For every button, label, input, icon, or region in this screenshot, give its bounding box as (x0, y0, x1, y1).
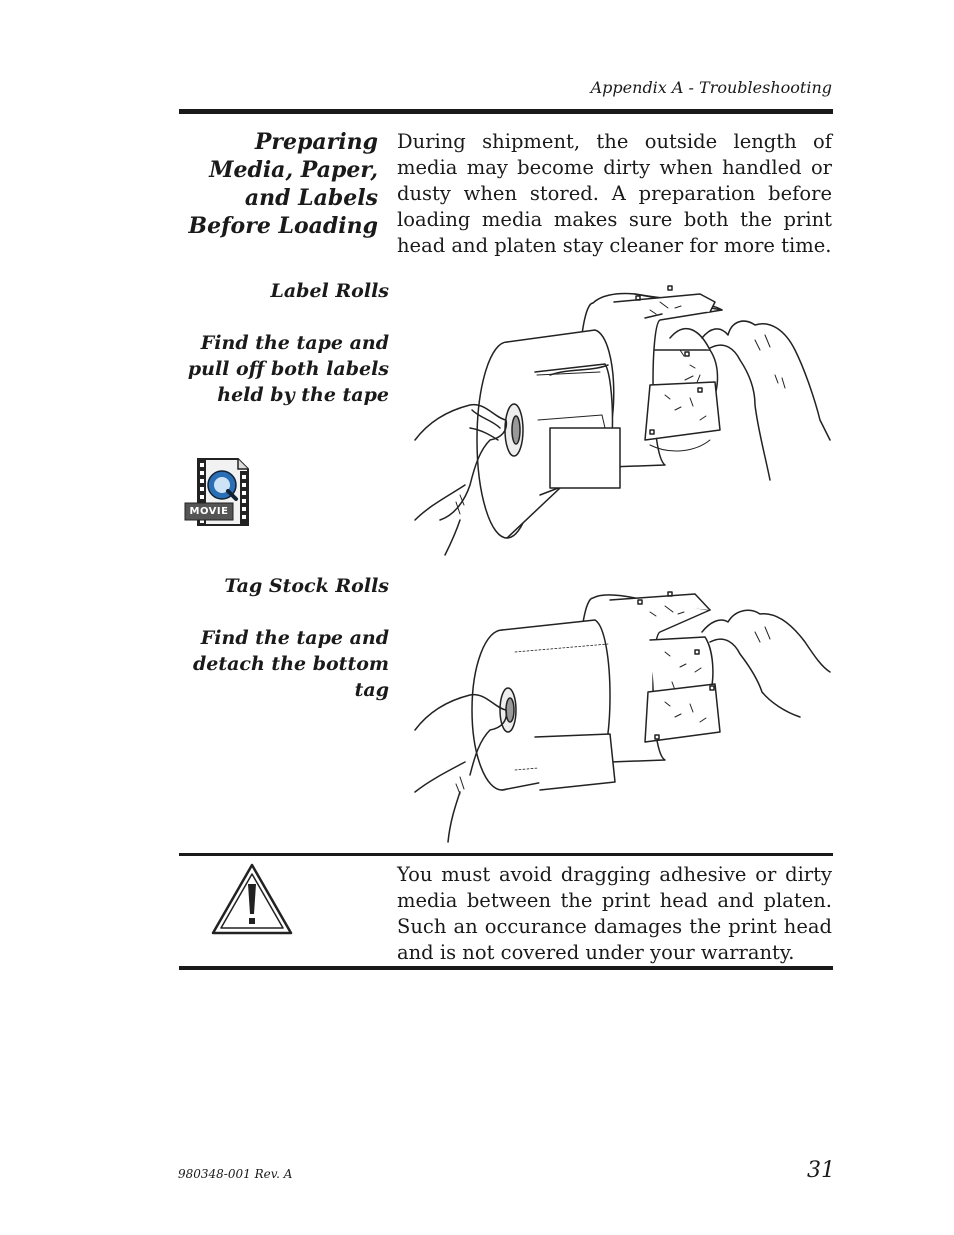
intro-paragraph: During shipment, the outside length of media may become dirty when handled or dusty when stored. A preparation before loading media makes sure both the print head and platen stay cleaner for more time. (397, 130, 832, 257)
document-number: 980348-001 Rev. A (178, 1167, 293, 1181)
tag-roll-illustration (410, 592, 835, 847)
warning-top-rule (179, 853, 833, 856)
movie-label: MOVIE (189, 506, 229, 517)
running-header: Appendix A - Troubleshooting (590, 78, 832, 97)
label-rolls-instruction: Find the tape and pull off both labels held by the tape (187, 332, 389, 406)
movie-icon[interactable] (184, 457, 252, 527)
warning-bottom-rule (179, 966, 833, 970)
tag-rolls-instruction: Find the tape and detach the bottom tag (192, 627, 389, 701)
page-number: 31 (807, 1158, 835, 1183)
section-title: Preparing Media, Paper, and Labels Before Loading (188, 129, 378, 239)
warning-triangle-icon (210, 862, 294, 936)
warning-text: You must avoid dragging adhesive or dirty media between the print head and platen. Such an occurance damages the print head and is not covered under your warranty. (397, 863, 832, 964)
top-rule (179, 109, 833, 114)
label-roll-illustration (410, 280, 835, 555)
label-rolls-heading: Label Rolls (270, 280, 389, 302)
tag-rolls-heading: Tag Stock Rolls (224, 575, 389, 597)
